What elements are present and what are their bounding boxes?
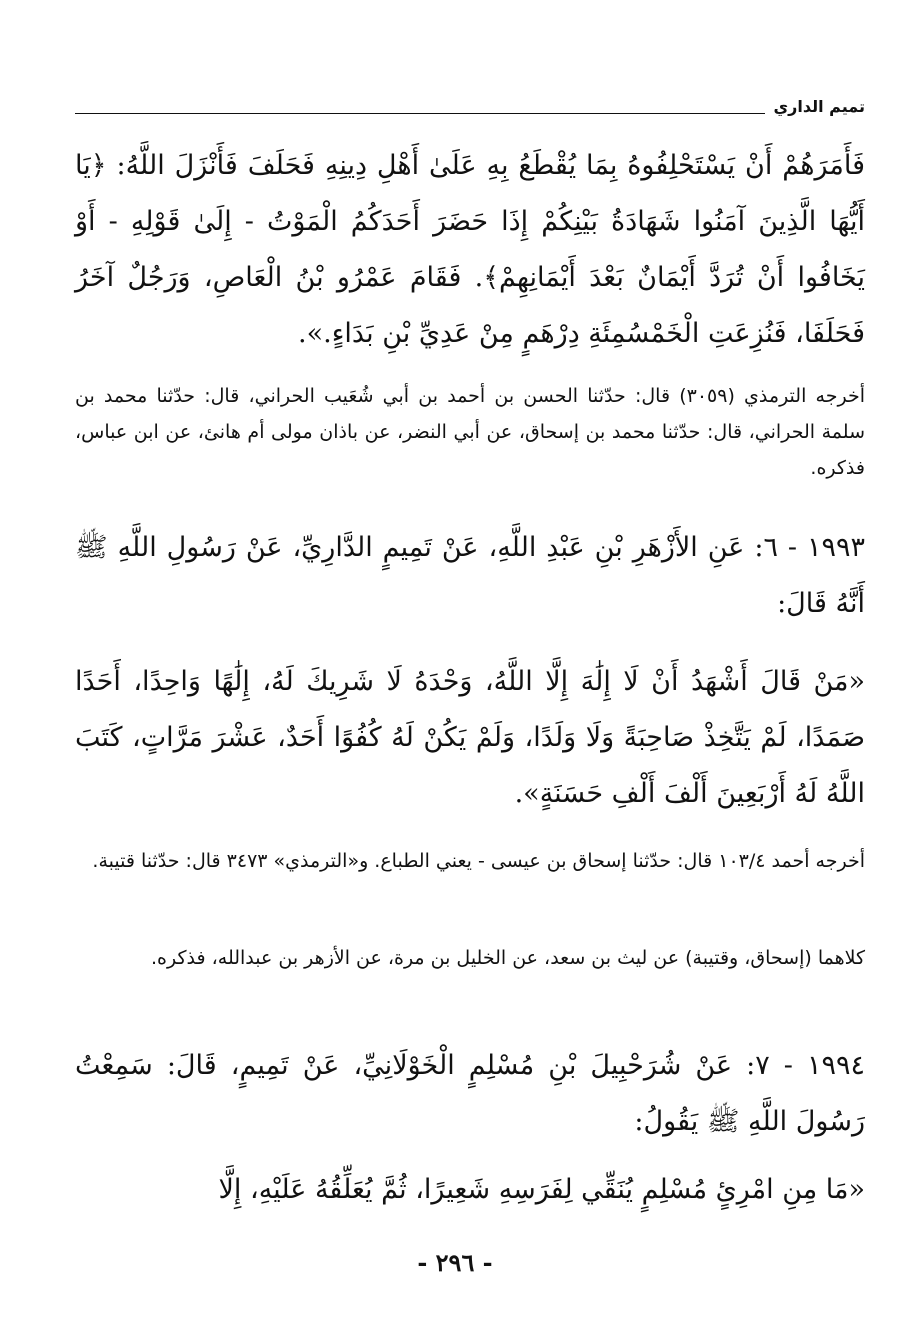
hadith-text-1994: «مَا مِنِ امْرِئٍ مُسْلِمٍ يُنَقِّي لِفَرَسِهِ شَعِيرًا، ثُمَّ يُعَلِّقُهُ عَلَيْهِ، إِلَّا [218, 1174, 865, 1205]
running-head: تميم الداري [773, 97, 865, 116]
hadith-text-1993: «مَنْ قَالَ أَشْهَدُ أَنْ لَا إِلَٰهَ إِلَّا اللَّهُ، وَحْدَهُ لَا شَرِيكَ لَهُ، إِلَٰهًا وَاحِدًا، أَحَدًا صَمَدًا، لَمْ يَتَّخِذْ صَاحِبَةً وَلَا وَلَدًا، وَلَمْ يَكُنْ لَهُ كُفُوًا أَحَدٌ، عَشْرَ مَرَّاتٍ، كَتَبَ اللَّهُ لَهُ أَرْبَعِينَ أَلْفَ أَلْفِ حَسَنَةٍ». [75, 666, 865, 809]
takhrij-paragraph: كلاهما (إسحاق، وقتيبة) عن ليث بن سعد، عن الخليل بن مرة، عن الأزهر بن عبدالله، فذكره. [151, 947, 865, 969]
takhrij-paragraph: أخرجه أحمد ١٠٣/٤ قال: حدّثنا إسحاق بن عيسى - يعني الطباع. و«الترمذي» ٣٤٧٣ قال: حدّثنا قتيبة. [92, 850, 865, 872]
takhrij-paragraph: أخرجه الترمذي (٣٠٥٩) قال: حدّثنا الحسن بن أحمد بن أبي شُعَيب الحراني، قال: حدّثنا محمد بن سلمة الحراني، قال: حدّثنا محمد بن إسحاق، عن أبي النضر، عن باذان مولى أم هانئ، عن ابن عباس، فذكره. [75, 385, 865, 479]
hadith-heading-1994: ١٩٩٤ - ٧: عَنْ شُرَحْبِيلَ بْنِ مُسْلِمٍ الْخَوْلَانِيِّ، عَنْ تَمِيمٍ، قَالَ: سَمِعْتُ رَسُولَ اللَّهِ ﷺ يَقُولُ: [75, 1050, 865, 1137]
hadith-continuation-paragraph: فَأَمَرَهُمْ أَنْ يَسْتَحْلِفُوهُ بِمَا يُقْطَعُ بِهِ عَلَىٰ أَهْلِ دِينِهِ فَحَلَفَ فَأَنْزَلَ اللَّهُ: ﴿يَا أَيُّهَا الَّذِينَ آمَنُوا شَهَادَةُ بَيْنِكُمْ إِذَا حَضَرَ أَحَدَكُمُ الْمَوْتُ - إِلَىٰ قَوْلِهِ - أَوْ يَخَافُوا أَنْ تُرَدَّ أَيْمَانٌ بَعْدَ أَيْمَانِهِمْ﴾. فَقَامَ عَمْرُو بْنُ الْعَاصِ، وَرَجُلٌ آخَرُ فَحَلَفَا، فَنُزِعَتِ الْخَمْسُمِئَةِ دِرْهَمٍ مِنْ عَدِيِّ بْنِ بَدَاءٍ.». [75, 150, 865, 349]
page-number: - ٢٩٦ - [417, 1248, 493, 1277]
page-header [75, 96, 865, 126]
hadith-heading-1993: ١٩٩٣ - ٦: عَنِ الأَزْهَرِ بْنِ عَبْدِ اللَّهِ، عَنْ تَمِيمٍ الدَّارِيِّ، عَنْ رَسُولِ اللَّهِ ﷺ أَنَّهُ قَالَ: [75, 532, 865, 619]
header-rule [75, 113, 765, 114]
